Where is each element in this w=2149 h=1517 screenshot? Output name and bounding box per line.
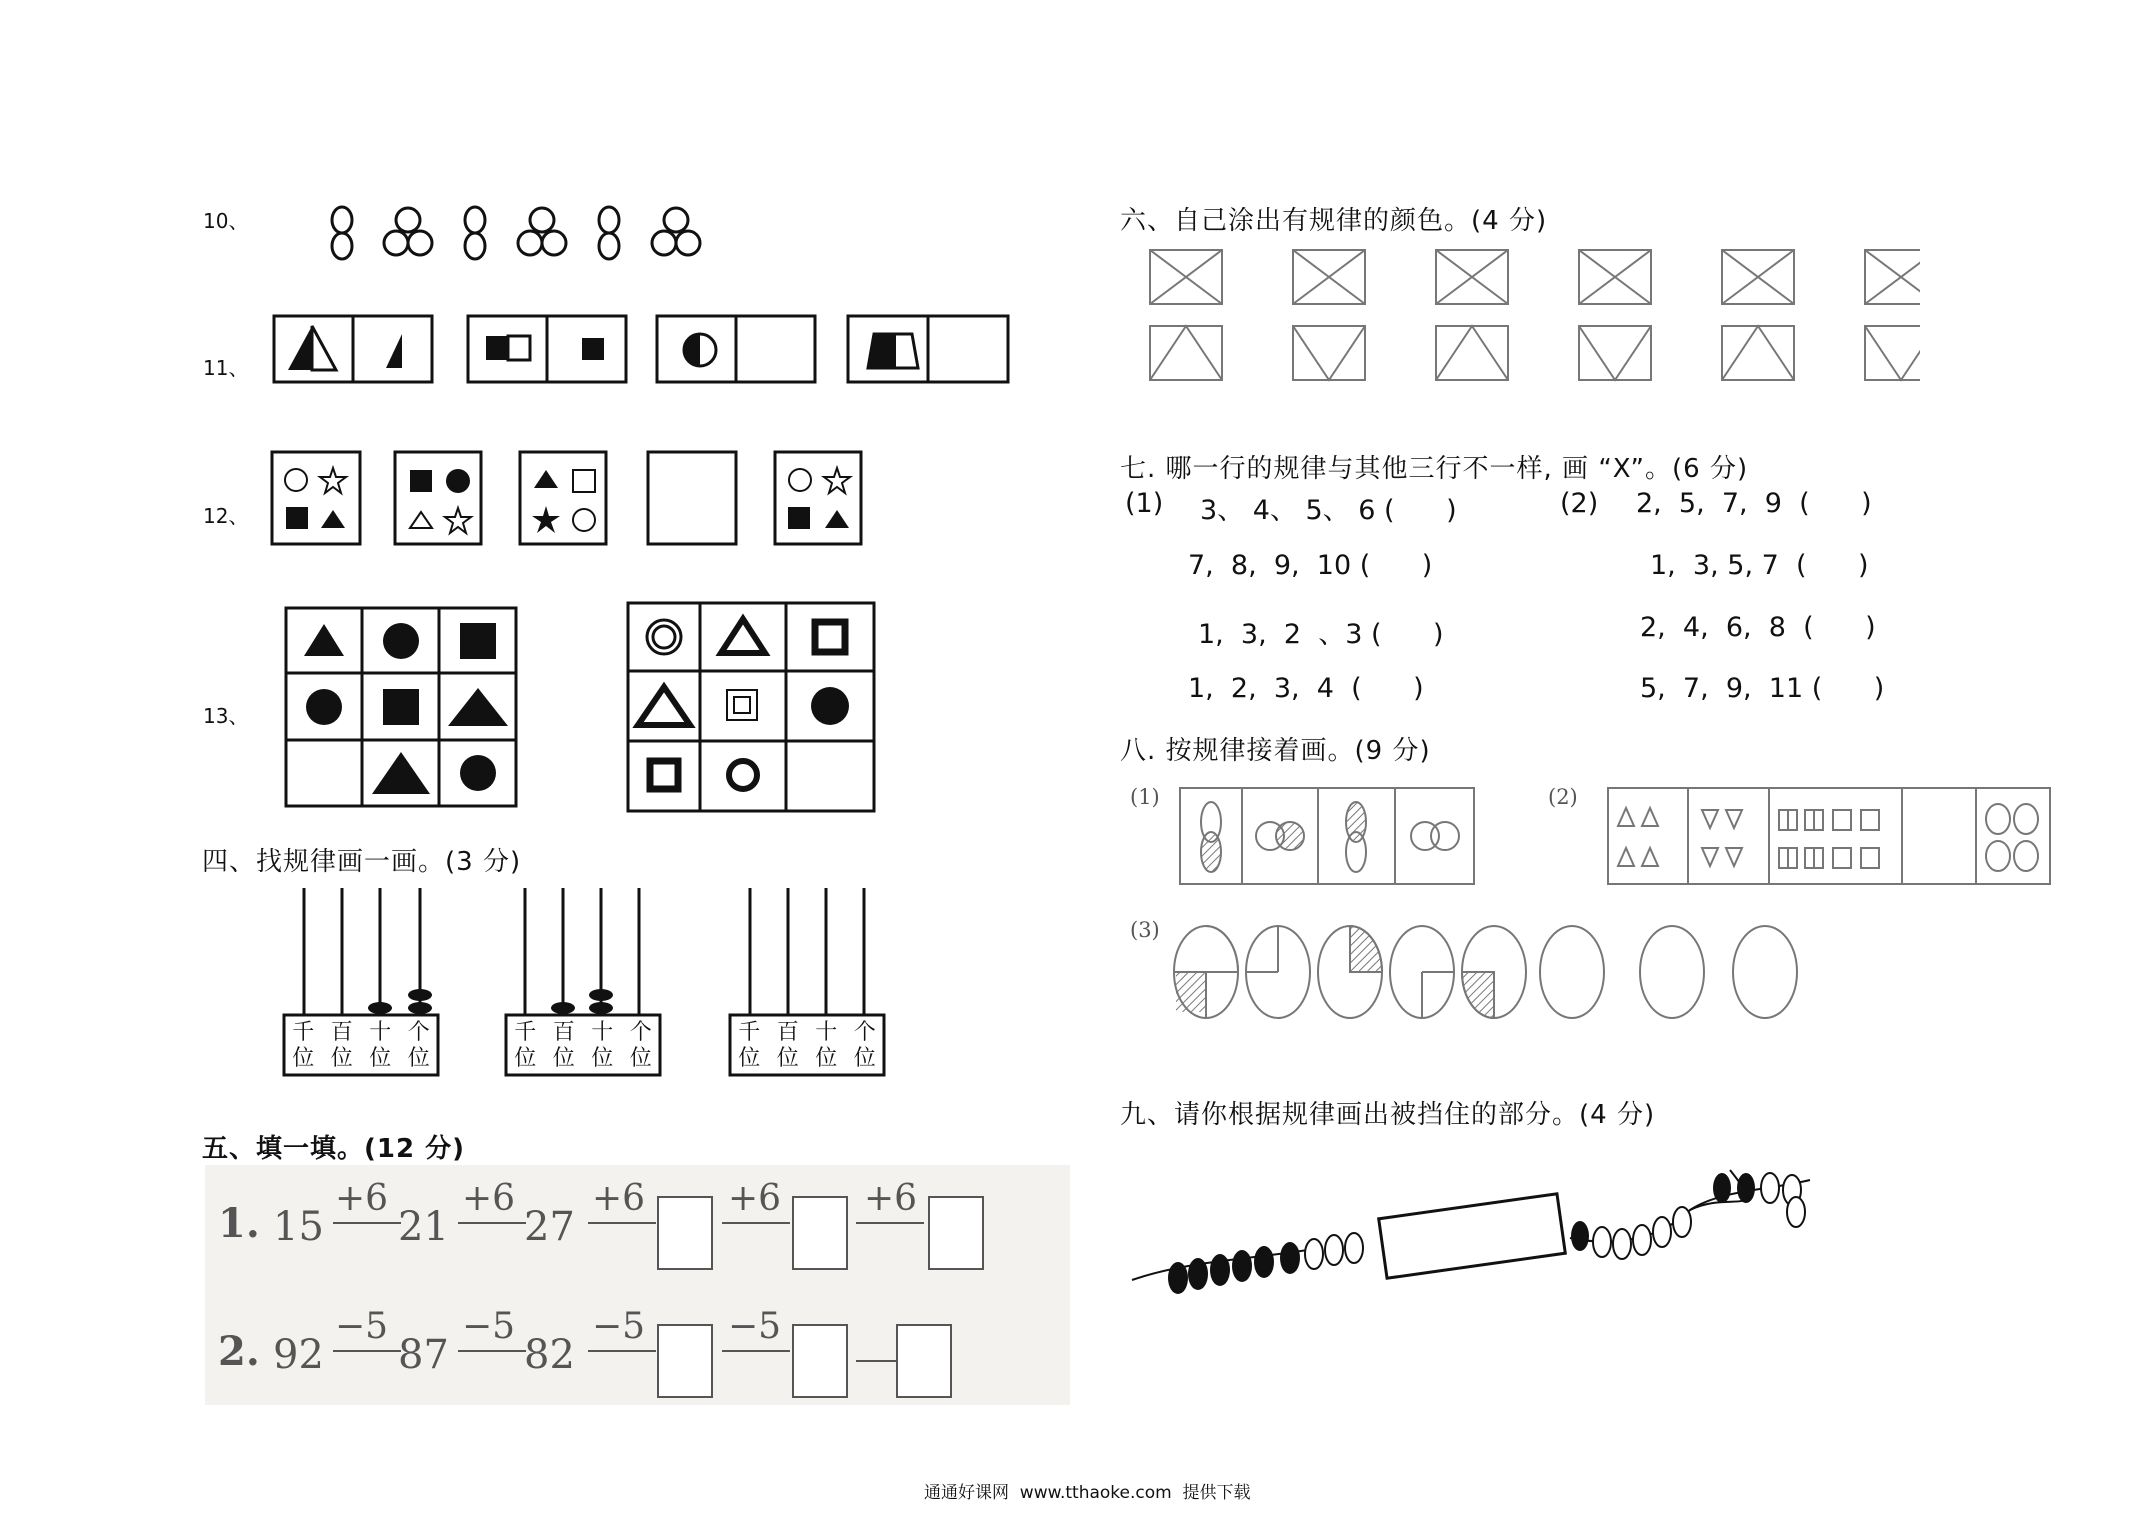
answer-box[interactable] [928,1196,984,1270]
abacus-1-labels [284,1020,438,1072]
row-1-op-5: +6 [864,1178,918,1219]
abacus-2-labels [506,1020,660,1072]
group-1-row-4: 1, 2, 3, 4 ( ) [1188,673,1424,704]
arrow-line [722,1350,790,1352]
section-7-title: 七. 哪一行的规律与其他三行不一样, 画 “X”。(6 分) [1120,454,1749,484]
row-2-op-4: −5 [728,1306,782,1347]
two-circles-stack-2 [465,207,485,259]
abacus-3-labels [730,1020,884,1072]
group-1-label: (1) [1125,488,1164,519]
row-2-value-3: 82 [524,1332,575,1378]
color-pattern-figure [1140,242,1920,382]
q12-pattern-figure [270,448,870,548]
arrow-line [458,1350,526,1352]
pattern-strip-2 [1606,786,2052,888]
covered-part-box [1379,1194,1566,1278]
pattern-strip-1 [1178,786,1476,888]
group-2-row-3: 2, 4, 6, 8 ( ) [1640,612,1876,643]
section-6-title: 六、自己涂出有规律的颜色。(4 分) [1120,206,1548,236]
half-triangle-dark [288,326,312,370]
three-circles-cluster-3 [652,208,700,255]
arrow-line [458,1222,526,1224]
arrow-line [333,1350,401,1352]
place-label-thousands: 千 位 [738,1020,761,1071]
arrow-line [722,1222,790,1224]
sub-label-2: (2) [1548,785,1578,809]
arrow-line [588,1222,656,1224]
sub-label-3: (3) [1130,918,1160,942]
question-number-12: 12、 [203,504,249,528]
row-1-value-2: 21 [398,1204,449,1250]
row-2-op-3: −5 [592,1306,646,1347]
row-1-value-1: 15 [273,1204,324,1250]
group-1-row-3: 1, 3, 2 、3 ( ) [1198,619,1444,650]
section-5-title: 五、填一填。(12 分) [202,1134,465,1164]
row-1-op-2: +6 [462,1178,516,1219]
answer-box[interactable] [657,1324,713,1398]
row-1-value-3: 27 [524,1204,575,1250]
section-8-title: 八. 按规律接着画。(9 分) [1120,736,1431,766]
question-number-10: 10、 [203,209,249,233]
group-2-row-4: 5, 7, 9, 11 ( ) [1640,673,1885,704]
answer-box[interactable] [896,1324,952,1398]
place-label-tens: 十 位 [815,1020,838,1071]
row-2-label: 2. [218,1328,260,1375]
two-circles-stack-1 [332,207,352,259]
group-1-row-1: 3、 4、 5、 6 ( ) [1200,495,1457,526]
arrow-line [856,1360,896,1362]
group-2-row-1: 2, 5, 7, 9 ( ) [1636,488,1872,519]
group-2-row-2: 1, 3, 5, 7 ( ) [1650,550,1869,581]
group-2-label: (2) [1560,488,1599,519]
row-1-op-4: +6 [728,1178,782,1219]
arrow-line [856,1222,924,1224]
group-1-row-2: 7, 8, 9, 10 ( ) [1188,550,1433,581]
row-2-op-1: −5 [335,1306,389,1347]
two-circles-stack-3 [599,207,619,259]
section-9-title: 九、请你根据规律画出被挡住的部分。(4 分) [1120,1100,1656,1130]
question-number-11: 11、 [203,356,249,380]
question-number-13: 13、 [203,704,249,728]
place-label-tens: 十 位 [369,1020,392,1071]
answer-box[interactable] [657,1196,713,1270]
place-label-tens: 十 位 [591,1020,614,1071]
arrow-line [333,1222,401,1224]
row-2-op-2: −5 [462,1306,516,1347]
section-4-title: 四、找规律画一画。(3 分) [202,847,522,877]
place-label-hundreds: 百 位 [776,1020,799,1071]
place-label-hundreds: 百 位 [330,1020,353,1071]
row-1-label: 1. [218,1200,260,1247]
sub-label-1: (1) [1130,785,1160,809]
place-label-thousands: 千 位 [292,1020,315,1071]
bead-string-figure [1130,1150,1830,1320]
q13-grid-left [284,606,518,808]
three-circles-cluster-2 [518,208,566,255]
row-1-op-3: +6 [592,1178,646,1219]
q11-pattern-figure [272,312,1012,388]
q10-pattern-figure [320,200,720,270]
q13-grid-right [626,601,876,813]
row-1-op-1: +6 [335,1178,389,1219]
three-circles-cluster-1 [384,208,432,255]
row-2-value-2: 87 [398,1332,449,1378]
footer-source-text: 通通好课网 www.tthaoke.com 提供下载 [924,1483,1251,1503]
pattern-ovals-3 [1172,920,1952,1024]
place-label-ones: 个 位 [629,1020,652,1071]
place-label-hundreds: 百 位 [552,1020,575,1071]
answer-box[interactable] [792,1324,848,1398]
row-2-value-1: 92 [273,1332,324,1378]
place-label-ones: 个 位 [853,1020,876,1071]
place-label-ones: 个 位 [407,1020,430,1071]
place-label-thousands: 千 位 [514,1020,537,1071]
answer-box[interactable] [792,1196,848,1270]
arrow-line [588,1350,656,1352]
